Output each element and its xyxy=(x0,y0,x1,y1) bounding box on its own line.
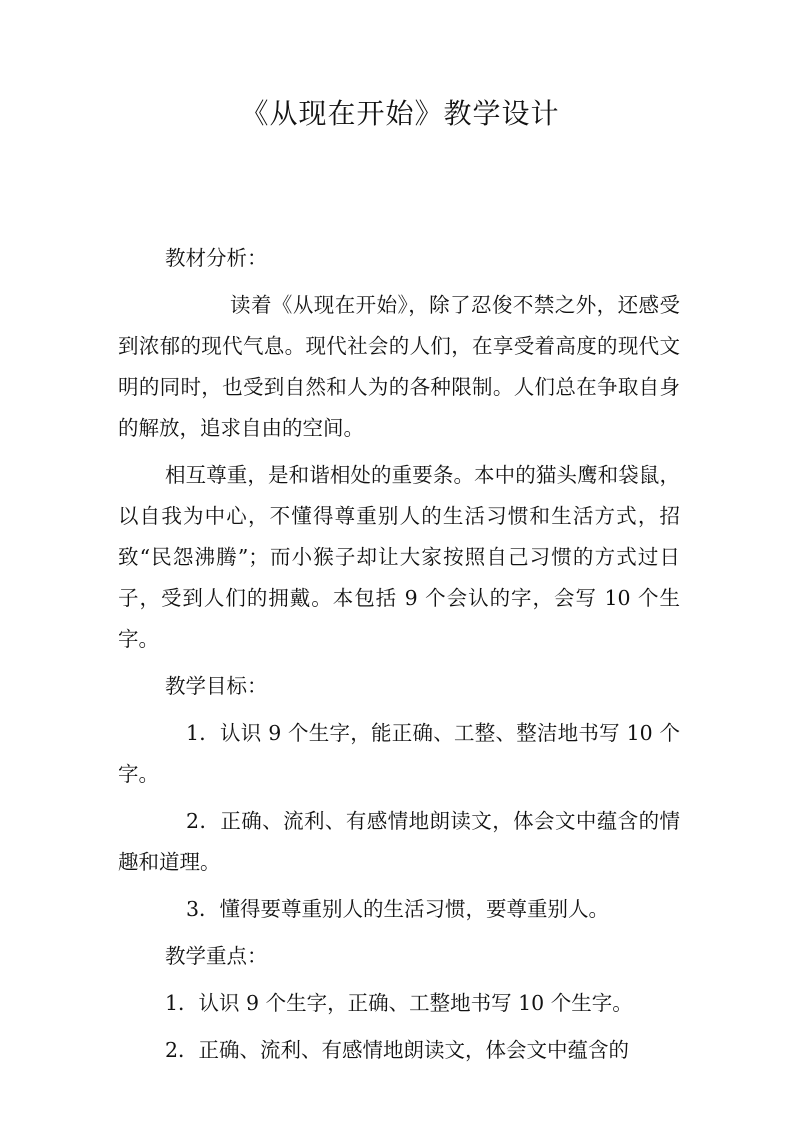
page-title: 《从现在开始》教学设计 xyxy=(240,97,560,130)
focus-item-1: 1．认识 9 个生字，正确、工整地书写 10 个生字。 xyxy=(165,991,633,1015)
goal-item-1: 1．认识 9 个生字，能正确、工整、整洁地书写 10 个字。 xyxy=(118,721,680,786)
analysis-paragraph-2: 相互尊重，是和谐相处的重要条。本中的猫头鹰和袋鼠，以自我为中心，不懂得尊重别人的生活习惯和生活方式，招致“民怨沸腾”；而小猴子却让大家按照自己习惯的方式过日子，受到人们的拥戴。本包括 9 个会认的字，会写 10 个生字。 xyxy=(118,463,680,651)
focus-item-2: 2．正确、流利、有感情地朗读文，体会文中蕴含的 xyxy=(165,1038,630,1062)
goal-item-3: 3．懂得要尊重别人的生活习惯，要尊重别人。 xyxy=(186,897,610,921)
goal-item-2: 2．正确、流利、有感情地朗读文，体会文中蕴含的情趣和道理。 xyxy=(118,809,680,874)
analysis-heading: 教材分析： xyxy=(165,246,268,270)
document-body xyxy=(118,238,680,1077)
focus-heading: 教学重点： xyxy=(165,944,268,968)
analysis-paragraph-1: 读着《从现在开始》，除了忍俊不禁之外，还感受到浓郁的现代气息。现代社会的人们，在享受着高度的现代文明的同时，也受到自然和人为的各种限制。人们总在争取自身的解放，追求自由的空间。 xyxy=(118,293,680,440)
goals-heading: 教学目标： xyxy=(165,674,268,698)
